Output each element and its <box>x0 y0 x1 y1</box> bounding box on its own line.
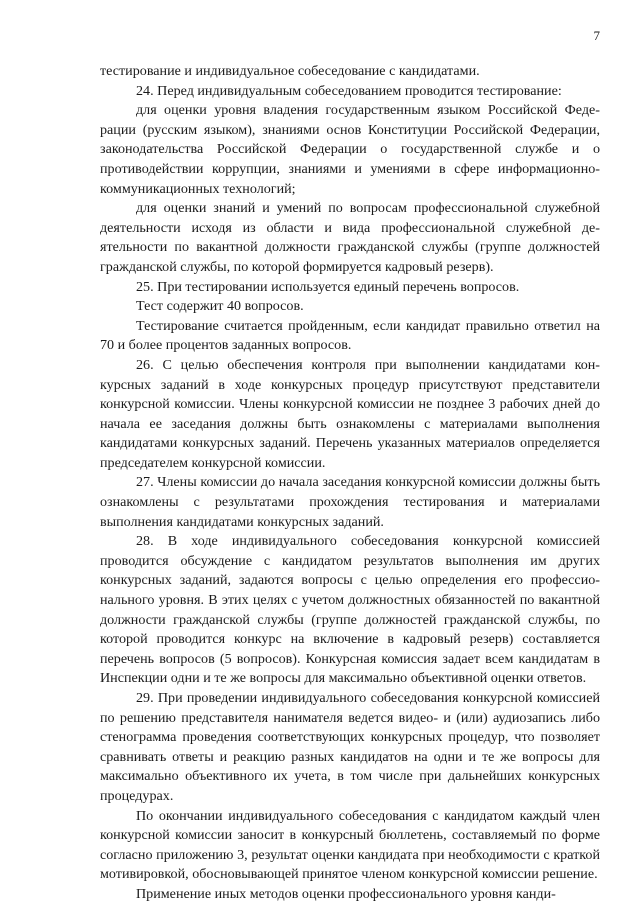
paragraph: Применение иных методов оценки профессионального уровня канди- <box>136 885 556 902</box>
paragraph: для оценки знаний и умений по вопросам профессиональной служебной деятельности исходя из области и вида профессиональной служебной деятельности по вакантной должности гражданской службы (группе должностей гражданской службы, по которой формируется кадровый резерв). <box>100 200 600 275</box>
paragraph: Тестирование считается пройденным, если кандидат правильно ответил на 70 и более процентов заданных вопросов. <box>100 317 600 354</box>
page-number: 7 <box>593 28 600 43</box>
paragraph: По окончании индивидуального собеседования с кандидатом каждый член конкурсной комиссии заносит в конкурсный бюллетень, составляемый по форме согласно приложению 3, результат оценки кандидата при необходимости с краткой мотивировкой, обосновывающей принятое членом конкурсной комиссии решение. <box>100 807 600 883</box>
paragraph: тестирование и индивидуальное собеседование с кандидатами. <box>100 63 480 79</box>
paragraph: 27. Члены комиссии до начала заседания конкурсной комиссии должны быть ознакомлены с результатами прохождения тестирования и материалами выполнения кандидатами конкурсных заданий. <box>100 474 600 530</box>
paragraph: 28. В ходе индивидуального собеседования конкурсной комиссией проводится обсуждение с кандидатом результатов выполнения им других конкурсных заданий, задаются вопросы с целью определения его профессионального уровня. В этих целях с учетом должностных обязанностей по вакантной должности гражданской службы (группе должностей гражданской службы, по которой проводится конкурс на включение в кадровый резерв) составляется перечень вопросов (5 вопросов). Конкурсная комиссия задает всем кандидатам в Инспекции одни и те же вопросы для максимально объективной оценки ответов. <box>100 533 600 687</box>
paragraph: 25. При тестировании используется единый перечень вопросов. <box>136 278 520 295</box>
paragraph: для оценки уровня владения государственным языком Российской Федерации (русским языком), знаниями основ Конституции Российской Федерации, законодательства Российской Федерации о государственной службе и о противодействии коррупции, знаниями и умениями в сфере информационно-коммуникационных технологий; <box>100 102 600 197</box>
paragraph: 29. При проведении индивидуального собеседования конкурсной комиссией по решению представителя нанимателя ведется видео- и (или) аудиозапись либо стенограмма проведения соответствующих конкурсных процедур, что позволяет сравнивать ответы и реакцию разных кандидатов на одни и те же вопросы для максимально объективного их учета, в том числе при дальнейших конкурсных процедурах. <box>100 690 600 804</box>
document-body <box>100 62 600 905</box>
paragraph: Тест содержит 40 вопросов. <box>136 298 304 315</box>
paragraph: 26. С целью обеспечения контроля при выполнении кандидатами конкурсных заданий в ходе конкурсных процедур присутствуют представители конкурсной комиссии. Члены конкурсной комиссии не позднее 3 рабочих дней до начала ее заседания должны быть ознакомлены с материалами выполнения кандидатами конкурсных заданий. Перечень указанных материалов определяется председателем конкурсной комиссии. <box>100 356 600 471</box>
paragraph: 24. Перед индивидуальным собеседованием проводится тестирование: <box>136 82 562 99</box>
